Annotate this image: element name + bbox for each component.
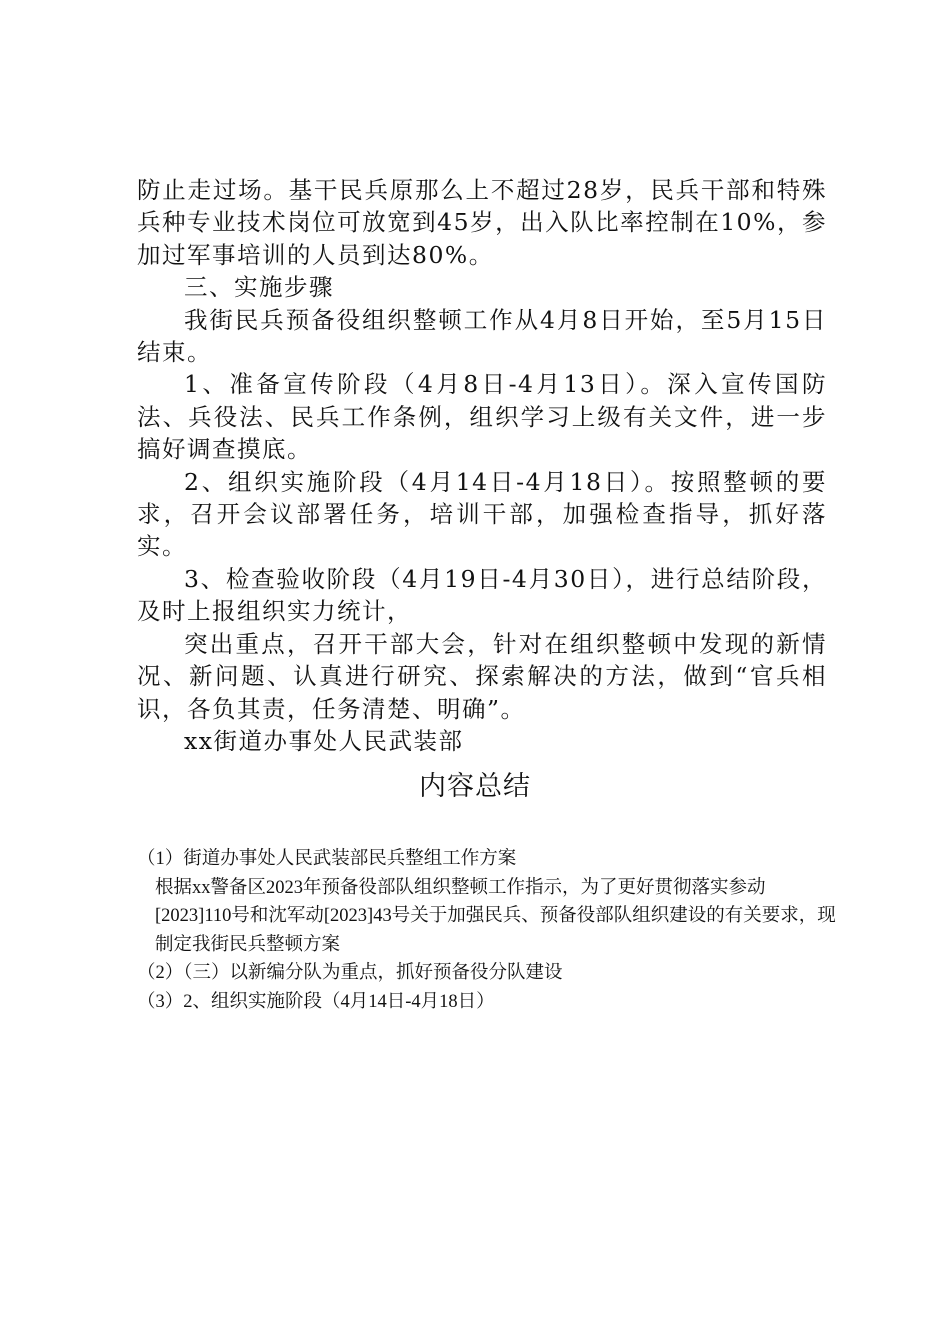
- paragraph-age-requirements: 防止走过场。基干民兵原那么上不超过28岁，民兵干部和特殊兵种专业技术岗位可放宽到45岁，出入队比率控制在10%，参加过军事培训的人员到达80%。: [137, 176, 827, 269]
- summary-list: [137, 845, 837, 1016]
- summary-title: 内容总结: [419, 771, 531, 802]
- summary-item-3: （3）2、组织实施阶段（4月14日-4月18日）: [137, 991, 495, 1012]
- paragraph-key-points: 突出重点，召开干部大会，针对在组织整顿中发现的新情况、新问题、认真进行研究、探索解决的方法，做到“官兵相识，各负其责，任务清楚、明确”。: [137, 629, 827, 723]
- paragraph-stage-3: 3、检查验收阶段（4月19日-4月30日），进行总结阶段，及时上报组织实力统计，: [137, 564, 827, 626]
- section-heading-implementation-steps: 三、实施步骤: [184, 273, 334, 302]
- summary-item-2: （2）（三）以新编分队为重点，抓好预备役分队建设: [137, 963, 563, 983]
- summary-item-1-detail: 根据xx警备区2023年预备役部队组织整顿工作指示，为了更好贯彻落实参动[2023]110号和沈军动[2023]43号关于加强民兵、预备役部队组织建设的有关要求，现制定我街民兵整顿方案: [155, 877, 836, 955]
- signature-department: xx街道办事处人民武装部: [184, 726, 464, 755]
- paragraph-stage-2: 2、组织实施阶段（4月14日-4月18日）。按照整顿的要求，召开会议部署任务，培训干部，加强检查指导，抓好落实。: [137, 467, 827, 561]
- summary-item-1: （1）街道办事处人民武装部民兵整组工作方案: [137, 849, 517, 869]
- document-body: [137, 174, 827, 757]
- paragraph-schedule: 我街民兵预备役组织整顿工作从4月8日开始，至5月15日结束。: [137, 305, 827, 367]
- paragraph-stage-1: 1、准备宣传阶段（4月8日-4月13日）。深入宣传国防法、兵役法、民兵工作条例，组织学习上级有关文件，进一步搞好调查摸底。: [137, 370, 827, 464]
